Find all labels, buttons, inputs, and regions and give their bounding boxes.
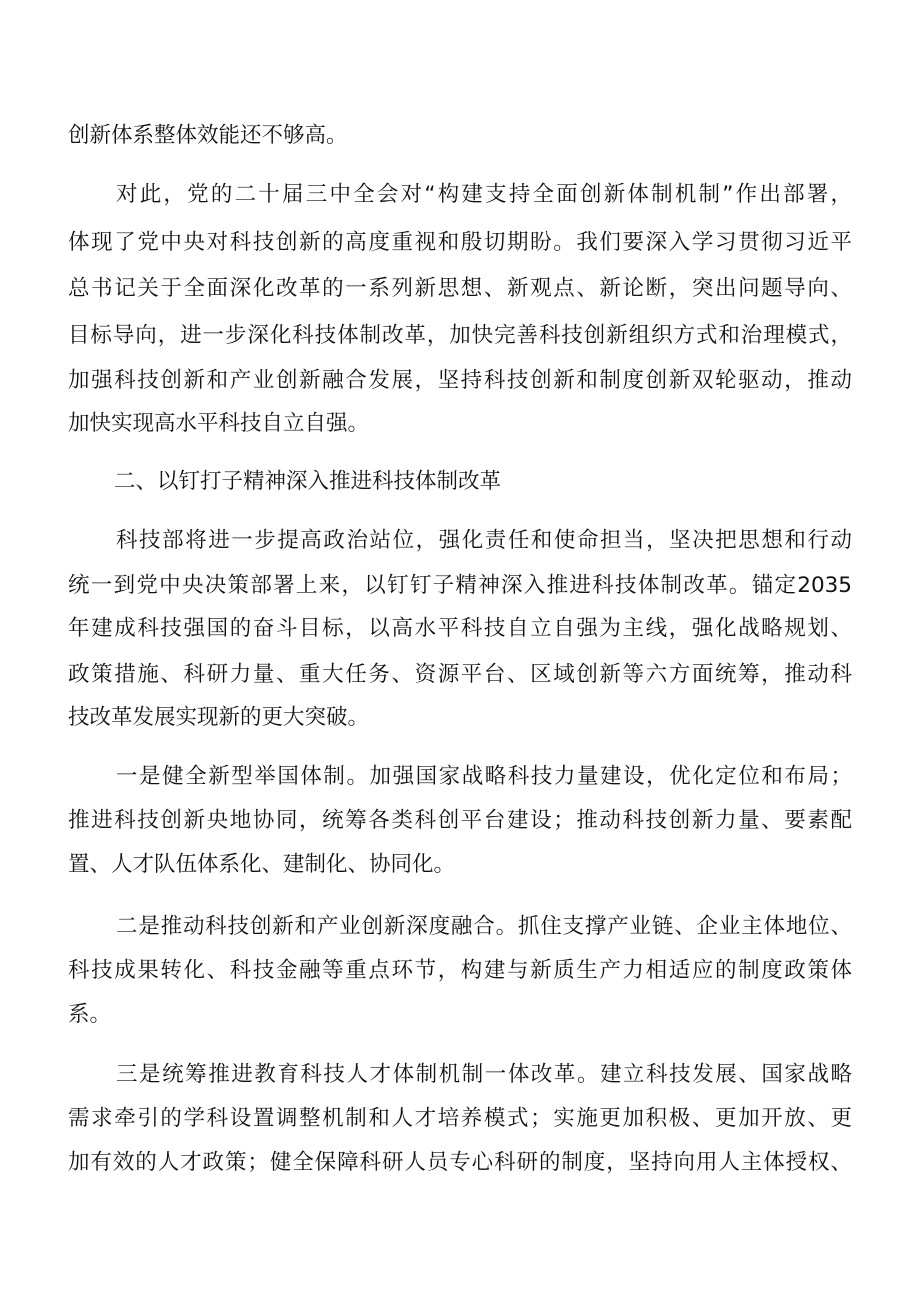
paragraph-line: 年建成科技强国的奋斗目标，以高水平科技自立自强为主线，强化战略规划、 [68,616,852,641]
paragraph-line: 对此，党的二十届三中全会对“构建支持全面创新体制机制”作出部署， [116,182,852,207]
paragraph-line: 总书记关于全面深化改革的一系列新思想、新观点、新论断，突出问题导向、 [68,276,852,301]
paragraph-line: 技改革发展实现新的更大突破。 [68,705,370,730]
paragraph-line: 推进科技创新央地协同，统筹各类科创平台建设；推动科技创新力量、要素配 [68,808,852,833]
paragraph-line: 政策措施、科研力量、重大任务、资源平台、区域创新等六方面统筹，推动科 [68,662,852,687]
paragraph-line: 系。 [68,1002,112,1027]
paragraph-line: 置、人才队伍体系化、建制化、协同化。 [68,852,456,877]
paragraph-line: 一是健全新型举国体制。加强国家战略科技力量建设，优化定位和布局； [116,764,852,789]
paragraph-line: 科技部将进一步提高政治站位，强化责任和使命担当，坚决把思想和行动 [116,528,852,553]
section-heading: 二、以钉打子精神深入推进科技体制改革 [114,469,502,494]
paragraph-line: 创新体系整体效能还不够高。 [68,123,348,148]
paragraph-line: 加有效的人才政策；健全保障科研人员专心科研的制度，坚持向用人主体授权、 [68,1150,852,1175]
paragraph-line: 体现了党中央对科技创新的高度重视和殷切期盼。我们要深入学习贯彻习近平 [68,230,852,255]
paragraph-line: 加快实现高水平科技自立自强。 [68,411,370,436]
paragraph-line: 需求牵引的学科设置调整机制和人才培养模式；实施更加积极、更加开放、更 [68,1106,852,1131]
paragraph-line: 科技成果转化、科技金融等重点环节，构建与新质生产力相适应的制度政策体 [68,958,852,983]
paragraph-line: 加强科技创新和产业创新融合发展，坚持科技创新和制度创新双轮驱动，推动 [68,368,852,393]
paragraph-line: 目标导向，进一步深化科技体制改革，加快完善科技创新组织方式和治理模式， [68,323,852,348]
paragraph-line: 三是统筹推进教育科技人才体制机制一体改革。建立科技发展、国家战略 [116,1062,852,1087]
paragraph-line: 统一到党中央决策部署上来，以钉钉子精神深入推进科技体制改革。锚定2035 [68,573,852,598]
paragraph-line: 二是推动科技创新和产业创新深度融合。抓住支撑产业链、企业主体地位、 [116,914,852,939]
